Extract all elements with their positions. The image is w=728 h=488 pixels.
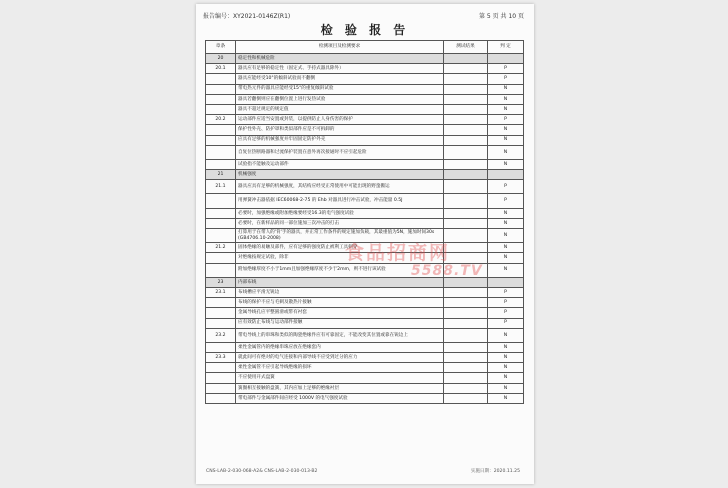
table-row: [206, 180, 524, 194]
judgement-cell: P: [488, 74, 524, 84]
requirement-cell: 固体绝缘的易触及部件，应有足够的强度防止被利工具刺穿: [236, 243, 444, 253]
table-row: [206, 159, 524, 169]
requirement-cell: 器具若翻倒则应在翻倒位置上进行发热试验: [236, 94, 444, 104]
result-cell: [444, 115, 488, 125]
requirement-cell: 用弹簧冲击器依据 IEC60068-2-75 的 Ehb 对器具进行冲击试验，冲击能量 0.5J: [236, 194, 444, 208]
watermark-line2: 5588.TV: [411, 263, 483, 279]
judgement-cell: N: [488, 159, 524, 169]
result-cell: [444, 318, 488, 328]
judgement-cell: P: [488, 298, 524, 308]
result-cell: [444, 84, 488, 94]
table-row: [206, 308, 524, 318]
column-header-item: 检测项目及检测要求: [236, 41, 444, 54]
table-row: [206, 298, 524, 308]
table-row: [206, 145, 524, 159]
result-cell: [444, 170, 488, 180]
requirement-cell: 内部布线: [236, 277, 444, 287]
judgement-cell: P: [488, 115, 524, 125]
footer-effective-date: 实施日期：2020.11.25: [470, 469, 520, 474]
judgement-cell: N: [488, 363, 524, 373]
result-cell: [444, 94, 488, 104]
requirement-cell: 试验指不能触及运动部件: [236, 159, 444, 169]
clause-number-cell: [206, 342, 236, 352]
requirement-cell: 带电热元件的器具应能经受15°的重复倾斜试验: [236, 84, 444, 94]
table-row: [206, 94, 524, 104]
clause-number-cell: [206, 94, 236, 104]
judgement-cell: N: [488, 94, 524, 104]
clause-number-cell: [206, 74, 236, 84]
result-cell: [444, 218, 488, 228]
judgement-cell: N: [488, 208, 524, 218]
clause-number-cell: 23: [206, 277, 236, 287]
requirement-cell: 器具应具有足够的机械强度，其结构应经受正常使用中可能出现的野蛮搬运: [236, 180, 444, 194]
watermark-line1: 食品招商网: [345, 242, 451, 264]
table-row: [206, 135, 524, 145]
requirement-cell: 器具不超过规定的规定值: [236, 104, 444, 114]
judgement-cell: P: [488, 180, 524, 194]
clause-number-cell: 23.1: [206, 287, 236, 297]
result-cell: [444, 308, 488, 318]
requirement-cell: 保护性外壳、防护罩和类似部件应是不可拆卸的: [236, 125, 444, 135]
judgement-cell: P: [488, 318, 524, 328]
clause-number-cell: 23.2: [206, 328, 236, 342]
requirement-cell: 运动部件应适当安置或封装，以提供防止人身伤害的保护: [236, 115, 444, 125]
clause-number-cell: [206, 135, 236, 145]
table-row: [206, 218, 524, 228]
table-row: [206, 229, 524, 243]
result-cell: [444, 277, 488, 287]
result-cell: [444, 229, 488, 243]
judgement-cell: P: [488, 194, 524, 208]
clause-number-cell: 20.2: [206, 115, 236, 125]
requirement-cell: 布线槽应平滑无锐边: [236, 287, 444, 297]
result-cell: [444, 253, 488, 263]
result-cell: [444, 342, 488, 352]
result-cell: [444, 298, 488, 308]
clause-number-cell: [206, 159, 236, 169]
section-row: [206, 277, 524, 287]
requirement-cell: 金属导线孔应平整圆滑或带有衬套: [236, 308, 444, 318]
table-row: [206, 373, 524, 383]
judgement-cell: N: [488, 243, 524, 253]
result-cell: [444, 74, 488, 84]
clause-number-cell: [206, 308, 236, 318]
table-row: [206, 383, 524, 393]
table-row: [206, 115, 524, 125]
table-row: [206, 74, 524, 84]
judgement-cell: N: [488, 263, 524, 277]
judgement-cell: N: [488, 218, 524, 228]
requirement-cell: 就此间可有绝对的电气连接和内部导线不应受到过分的应力: [236, 353, 444, 363]
clause-number-cell: [206, 208, 236, 218]
requirement-cell: 不应使用开式盘簧: [236, 373, 444, 383]
judgement-cell: P: [488, 64, 524, 74]
requirement-cell: 簧圈相互接触的盘簧，其内应加上足够的绝缘衬层: [236, 383, 444, 393]
judgement-cell: N: [488, 342, 524, 352]
result-cell: [444, 180, 488, 194]
requirement-cell: 柔性金属管不应引起导线绝缘的损坏: [236, 363, 444, 373]
table-row: [206, 318, 524, 328]
table-row: [206, 253, 524, 263]
clause-number-cell: [206, 218, 236, 228]
table-row: [206, 208, 524, 218]
clause-number-cell: [206, 229, 236, 243]
result-cell: [444, 373, 488, 383]
judgement-cell: P: [488, 287, 524, 297]
requirement-cell: 应具有足够的机械强度并牢固固定防护外壳: [236, 135, 444, 145]
judgement-cell: N: [488, 145, 524, 159]
result-cell: [444, 208, 488, 218]
clause-number-cell: 20.1: [206, 64, 236, 74]
result-cell: [444, 243, 488, 253]
judgement-cell: N: [488, 125, 524, 135]
table-row: [206, 353, 524, 363]
table-row: [206, 263, 524, 277]
section-row: [206, 170, 524, 180]
judgement-cell: N: [488, 253, 524, 263]
result-cell: [444, 328, 488, 342]
result-cell: [444, 159, 488, 169]
requirement-cell: 自复位热断路器和过流保护装置在意外再次接通时不应引起危险: [236, 145, 444, 159]
judgement-cell: [488, 170, 524, 180]
judgement-cell: N: [488, 373, 524, 383]
clause-number-cell: [206, 263, 236, 277]
result-cell: [444, 64, 488, 74]
report-page: [196, 4, 534, 484]
requirement-cell: 稳定性和机械危险: [236, 54, 444, 64]
clause-number-cell: [206, 104, 236, 114]
clause-number-cell: [206, 373, 236, 383]
column-header-judgement: 判 定: [488, 41, 524, 54]
table-row: [206, 104, 524, 114]
page-indicator: 第 5 页 共 10 页: [479, 13, 524, 20]
requirement-cell: 机械强度: [236, 170, 444, 180]
section-row: [206, 54, 524, 64]
table-body: [206, 54, 524, 404]
judgement-cell: N: [488, 328, 524, 342]
requirement-cell: 器具应能经受10°的倾斜试验而不翻倒: [236, 74, 444, 84]
table-row: [206, 328, 524, 342]
requirement-cell: 器具应有足够的稳定性（固定式、手持式器具除外）: [236, 64, 444, 74]
judgement-cell: N: [488, 135, 524, 145]
result-cell: [444, 135, 488, 145]
clause-number-cell: [206, 383, 236, 393]
requirement-cell: 带电导线上的串珠和类似的陶瓷绝缘件应有可靠固定，不能改变其位置或靠在锐边上: [236, 328, 444, 342]
table-row: [206, 342, 524, 352]
result-cell: [444, 363, 488, 373]
footer-doc-code: CNS-LAB-2-030-068-A2& CNS-LAB-2-030-013-B2: [206, 469, 318, 474]
requirement-cell: 布线的保护不应与毛刺及散热片接触: [236, 298, 444, 308]
clause-number-cell: [206, 363, 236, 373]
requirement-cell: 柔性金属管内的绝缘串珠应放在绝缘套内: [236, 342, 444, 352]
clause-number-cell: [206, 318, 236, 328]
result-cell: [444, 393, 488, 403]
clause-number-cell: [206, 125, 236, 135]
table-row: [206, 287, 524, 297]
clause-number-cell: 21.2: [206, 243, 236, 253]
judgement-cell: N: [488, 353, 524, 363]
result-cell: [444, 287, 488, 297]
judgement-cell: N: [488, 383, 524, 393]
inspection-table: [205, 40, 524, 404]
requirement-cell: 对绝缘按规定试验，除非: [236, 253, 444, 263]
requirement-cell: 必要时，加强绝缘或附加绝缘要经受16.3的电气强度试验: [236, 208, 444, 218]
table-row: [206, 84, 524, 94]
judgement-cell: N: [488, 84, 524, 94]
judgement-cell: N: [488, 229, 524, 243]
table-header-row: [206, 41, 524, 54]
table-row: [206, 363, 524, 373]
result-cell: [444, 104, 488, 114]
table-row: [206, 64, 524, 74]
judgement-cell: [488, 277, 524, 287]
result-cell: [444, 54, 488, 64]
requirement-cell: 带电部件与金属部件间应经受 1000V 的电气强度试验: [236, 393, 444, 403]
clause-number-cell: 23.3: [206, 353, 236, 363]
clause-number-cell: [206, 84, 236, 94]
column-header-clause: 章条: [206, 41, 236, 54]
table-row: [206, 243, 524, 253]
column-header-result: 测试结果: [444, 41, 488, 54]
table-row: [206, 393, 524, 403]
clause-number-cell: [206, 253, 236, 263]
result-cell: [444, 263, 488, 277]
result-cell: [444, 145, 488, 159]
clause-number-cell: 21.1: [206, 180, 236, 194]
judgement-cell: N: [488, 393, 524, 403]
result-cell: [444, 125, 488, 135]
requirement-cell: 打算用于在带人的'背'手的器具，并正常工作条件的规定施加负载，其最重值为5N，施加时间30s (GB4706.10-2008): [236, 229, 444, 243]
judgement-cell: N: [488, 104, 524, 114]
requirement-cell: 必要时，在新样品的同一部位施加三次冲击的打击: [236, 218, 444, 228]
result-cell: [444, 353, 488, 363]
table-row: [206, 194, 524, 208]
judgement-cell: P: [488, 308, 524, 318]
clause-number-cell: [206, 194, 236, 208]
report-title: 检 验 报 告: [320, 23, 410, 37]
clause-number-cell: [206, 393, 236, 403]
requirement-cell: 应有效防止布线与运动部件接触: [236, 318, 444, 328]
judgement-cell: [488, 54, 524, 64]
clause-number-cell: 20: [206, 54, 236, 64]
result-cell: [444, 194, 488, 208]
report-number: 报告编号：XY2021-0146Z(R1): [203, 13, 291, 20]
requirement-cell: 附加绝缘厚度不小于1mm且加强绝缘厚度不少于2mm，则不进行该试验: [236, 263, 444, 277]
clause-number-cell: [206, 145, 236, 159]
table-row: [206, 125, 524, 135]
clause-number-cell: 21: [206, 170, 236, 180]
result-cell: [444, 383, 488, 393]
clause-number-cell: [206, 298, 236, 308]
